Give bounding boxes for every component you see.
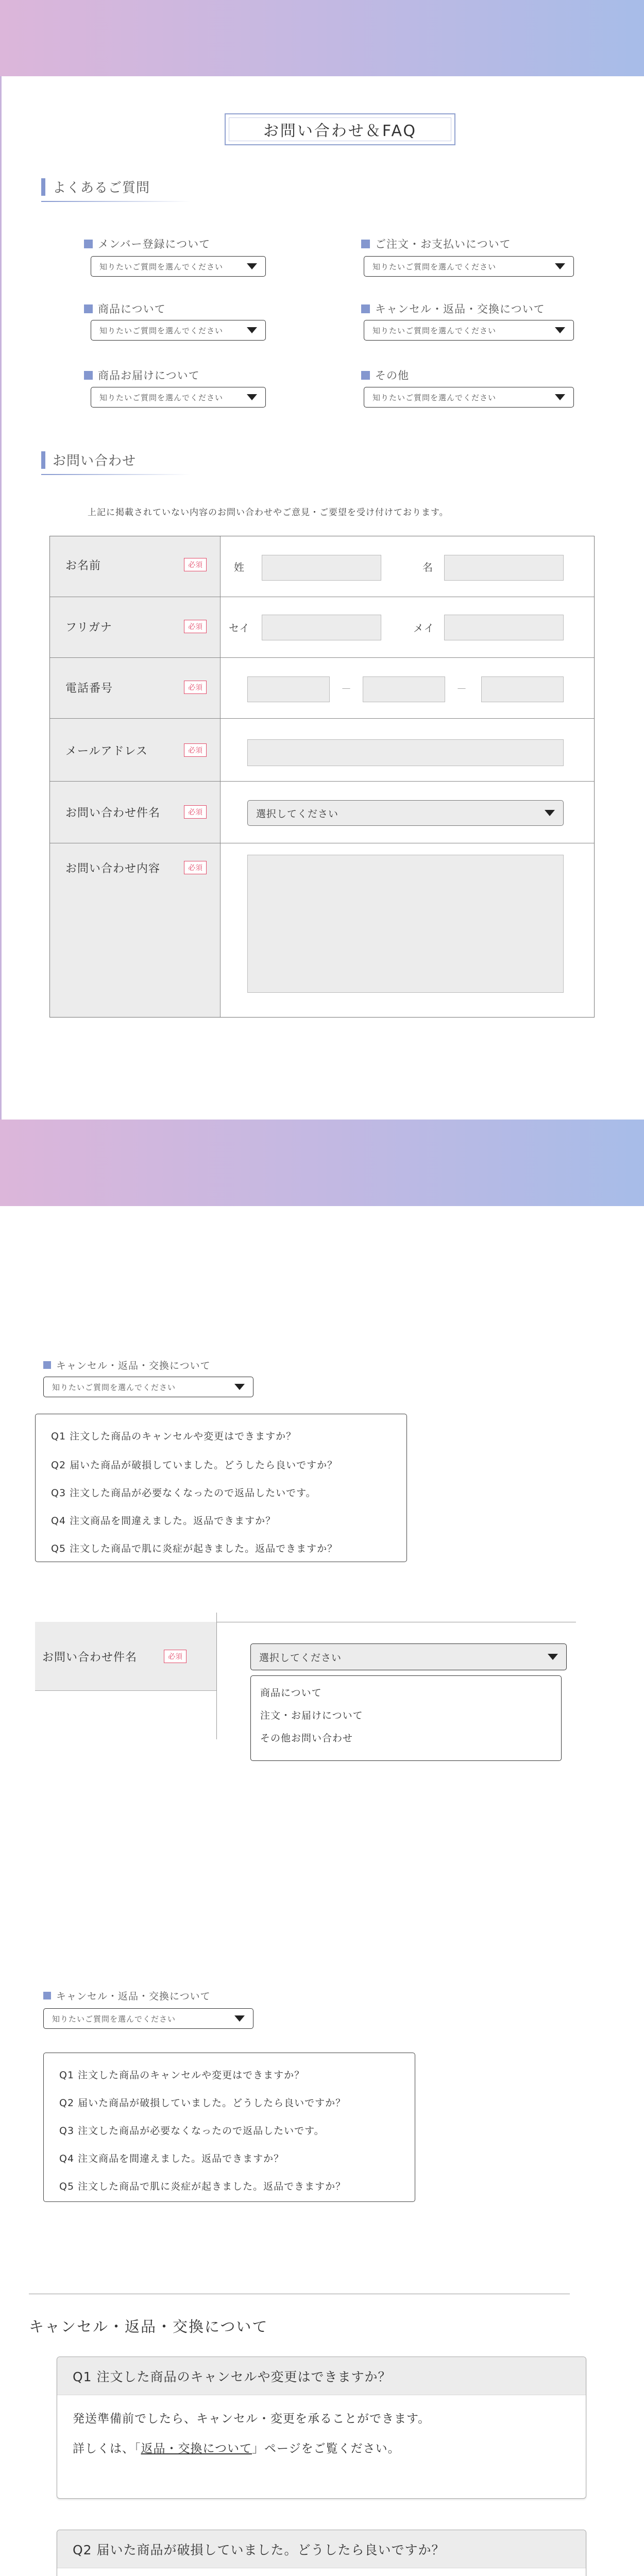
row-label-subject	[50, 782, 220, 843]
faq-category-delivery	[84, 367, 200, 383]
chevron-down-icon	[234, 1384, 245, 1390]
subject-option[interactable]: 注文・お届けについて	[260, 1710, 363, 1721]
select-placeholder: 知りたいご質問を選んでください	[372, 262, 497, 272]
subject-demo-options	[250, 1675, 562, 1761]
label-text: 電話番号	[65, 682, 113, 695]
faq-section-heading: よくあるご質問	[41, 177, 247, 202]
category-label: その他	[375, 369, 409, 382]
required-badge: 必須	[184, 620, 207, 633]
answer-question: Q1 注文した商品のキャンセルや変更はできますか？	[57, 2357, 586, 2395]
answer-paragraph	[73, 2439, 570, 2458]
label-text: お問い合わせ件名	[65, 807, 161, 820]
faq-select-order[interactable]	[364, 256, 574, 277]
faq-category-product	[84, 301, 166, 316]
chevron-down-icon	[247, 327, 257, 333]
question-option[interactable]: Q5 注文した商品で肌に炎症が起きました。返品できますか？	[51, 1543, 338, 1554]
returns-link[interactable]: 返品・交換について	[141, 2442, 252, 2455]
select-placeholder: 選択してください	[256, 808, 339, 820]
faq-category-other	[361, 367, 409, 383]
category-label: キャンセル・返品・交換について	[56, 1991, 211, 2002]
subject-demo-label-cell	[35, 1622, 216, 1691]
answer-card-q2	[57, 2530, 586, 2576]
required-badge: 必須	[184, 743, 207, 757]
mei-label: 名	[422, 561, 433, 573]
label-text: メールアドレス	[65, 745, 148, 758]
question-option[interactable]: Q4 注文商品を間違えました。返品できますか？	[59, 2153, 284, 2164]
subject-select[interactable]	[247, 800, 564, 826]
required-badge: 必須	[164, 1650, 187, 1663]
category-label: ご注文・お支払いについて	[375, 238, 511, 250]
select-placeholder: 選択してください	[259, 1652, 342, 1664]
header-gradient-band	[0, 0, 644, 76]
answer-body	[57, 2568, 586, 2576]
question-option[interactable]: Q4 注文商品を間違えました。返品できますか？	[51, 1515, 276, 1527]
demo1-select[interactable]	[43, 1377, 253, 1397]
label-text: お問い合わせ内容	[65, 862, 161, 875]
chevron-down-icon	[234, 2015, 245, 2022]
label-text: お名前	[65, 560, 101, 572]
faq-category-member	[84, 236, 210, 251]
question-option[interactable]: Q1 注文した商品のキャンセルや変更はできますか？	[51, 1431, 297, 1442]
sei-label: 姓	[234, 561, 245, 573]
faq-select-other[interactable]	[364, 387, 574, 408]
chevron-down-icon	[555, 263, 565, 269]
question-option[interactable]: Q2 届いた商品が破損していました。どうしたら良いですか？	[51, 1460, 338, 1471]
bullet-square-icon	[84, 371, 93, 380]
text: 」ページをご覧ください。	[252, 2442, 400, 2455]
row-field-subject	[220, 782, 594, 843]
contact-form-table	[49, 536, 595, 1018]
demo2-category-label	[43, 1989, 211, 2003]
phone-input-1[interactable]	[247, 676, 330, 702]
faq-select-product[interactable]	[91, 320, 266, 341]
section-gradient-band	[0, 1120, 644, 1206]
phone-dash: －	[456, 683, 467, 695]
answer-paragraph: 発送準備前でしたら、キャンセル・変更を承ることができます。	[73, 2412, 431, 2426]
first-name-kana-input[interactable]	[444, 615, 564, 640]
phone-input-2[interactable]	[363, 676, 445, 702]
answers-heading: キャンセル・返品・交換について	[29, 2318, 268, 2335]
bullet-square-icon	[361, 304, 370, 313]
sei-kana-label: セイ	[229, 622, 250, 634]
question-option[interactable]: Q3 注文した商品が必要なくなったので返品したいです。	[51, 1487, 316, 1499]
required-badge: 必須	[184, 681, 207, 694]
row-field-email	[220, 719, 594, 782]
demo1-category-label	[43, 1358, 211, 1372]
question-option[interactable]: Q2 届いた商品が破損していました。どうしたら良いですか？	[59, 2097, 346, 2109]
category-label: キャンセル・返品・交換について	[375, 303, 545, 315]
row-label-message	[50, 843, 220, 1017]
required-badge: 必須	[184, 861, 207, 874]
mei-kana-label: メイ	[413, 622, 435, 634]
select-placeholder: 知りたいご質問を選んでください	[52, 2014, 176, 2024]
first-name-input[interactable]	[444, 555, 564, 581]
answer-card-q1	[57, 2357, 586, 2499]
select-placeholder: 知りたいご質問を選んでください	[99, 393, 224, 402]
category-label: キャンセル・返品・交換について	[56, 1360, 211, 1371]
vertical-divider	[216, 1613, 217, 1739]
chevron-down-icon	[548, 1654, 558, 1660]
row-field-name	[220, 536, 594, 597]
row-field-furigana	[220, 597, 594, 658]
bullet-square-icon	[43, 1992, 51, 1999]
demo2-select[interactable]	[43, 2008, 253, 2029]
question-option[interactable]: Q3 注文した商品が必要なくなったので返品したいです。	[59, 2125, 325, 2137]
chevron-down-icon	[555, 394, 565, 400]
row-label-furigana	[50, 597, 220, 658]
faq-select-cancel[interactable]	[364, 320, 574, 341]
row-label-email	[50, 719, 220, 782]
demo1-question-list	[35, 1414, 407, 1562]
bullet-square-icon	[84, 240, 93, 248]
row-field-message	[220, 843, 594, 1017]
page-title: お問い合わせ＆FAQ	[225, 113, 455, 145]
chevron-down-icon	[545, 810, 555, 816]
row-label-phone	[50, 658, 220, 719]
chevron-down-icon	[247, 394, 257, 400]
category-label: メンバー登録について	[98, 238, 211, 250]
select-placeholder: 知りたいご質問を選んでください	[52, 1382, 176, 1392]
row-label-name	[50, 536, 220, 597]
question-option[interactable]: Q1 注文した商品のキャンセルや変更はできますか？	[59, 2070, 305, 2081]
bullet-square-icon	[84, 304, 93, 313]
faq-select-delivery[interactable]	[91, 387, 266, 408]
select-placeholder: 知りたいご質問を選んでください	[372, 326, 497, 335]
select-placeholder: 知りたいご質問を選んでください	[99, 326, 224, 335]
email-input[interactable]	[247, 739, 564, 766]
subject-option[interactable]: 商品について	[260, 1687, 322, 1699]
row-field-phone	[220, 658, 594, 719]
contact-section-heading: お問い合わせ	[41, 450, 247, 475]
bullet-square-icon	[361, 371, 370, 380]
contact-note: 上記に掲載されていない内容のお問い合わせやご意見・ご要望を受け付けております。	[88, 507, 449, 518]
chevron-down-icon	[247, 263, 257, 269]
bullet-square-icon	[361, 240, 370, 248]
select-placeholder: 知りたいご質問を選んでください	[99, 262, 224, 272]
category-label: 商品お届けについて	[98, 369, 200, 382]
answer-question: Q2 届いた商品が破損していました。どうしたら良いですか？	[57, 2530, 586, 2568]
text: 詳しくは、「	[73, 2442, 141, 2455]
question-option[interactable]: Q5 注文した商品で肌に炎症が起きました。返品できますか？	[59, 2181, 346, 2192]
subject-demo-select[interactable]	[250, 1643, 567, 1670]
message-textarea[interactable]	[247, 855, 564, 993]
last-name-kana-input[interactable]	[262, 615, 381, 640]
subject-demo-label: お問い合わせ件名	[42, 1651, 138, 1664]
chevron-down-icon	[555, 327, 565, 333]
bullet-square-icon	[43, 1361, 51, 1369]
select-placeholder: 知りたいご質問を選んでください	[372, 393, 497, 402]
faq-category-order	[361, 236, 511, 251]
category-label: 商品について	[98, 303, 166, 315]
subject-option[interactable]: その他お問い合わせ	[260, 1733, 353, 1744]
last-name-input[interactable]	[262, 555, 381, 581]
required-badge: 必須	[184, 558, 207, 571]
phone-dash: －	[341, 683, 352, 695]
required-badge: 必須	[184, 805, 207, 819]
phone-input-3[interactable]	[481, 676, 564, 702]
faq-category-cancel	[361, 301, 545, 316]
answer-body	[57, 2395, 586, 2458]
label-text: フリガナ	[65, 621, 112, 634]
faq-select-member[interactable]	[91, 256, 266, 277]
demo2-question-list	[43, 2053, 415, 2202]
